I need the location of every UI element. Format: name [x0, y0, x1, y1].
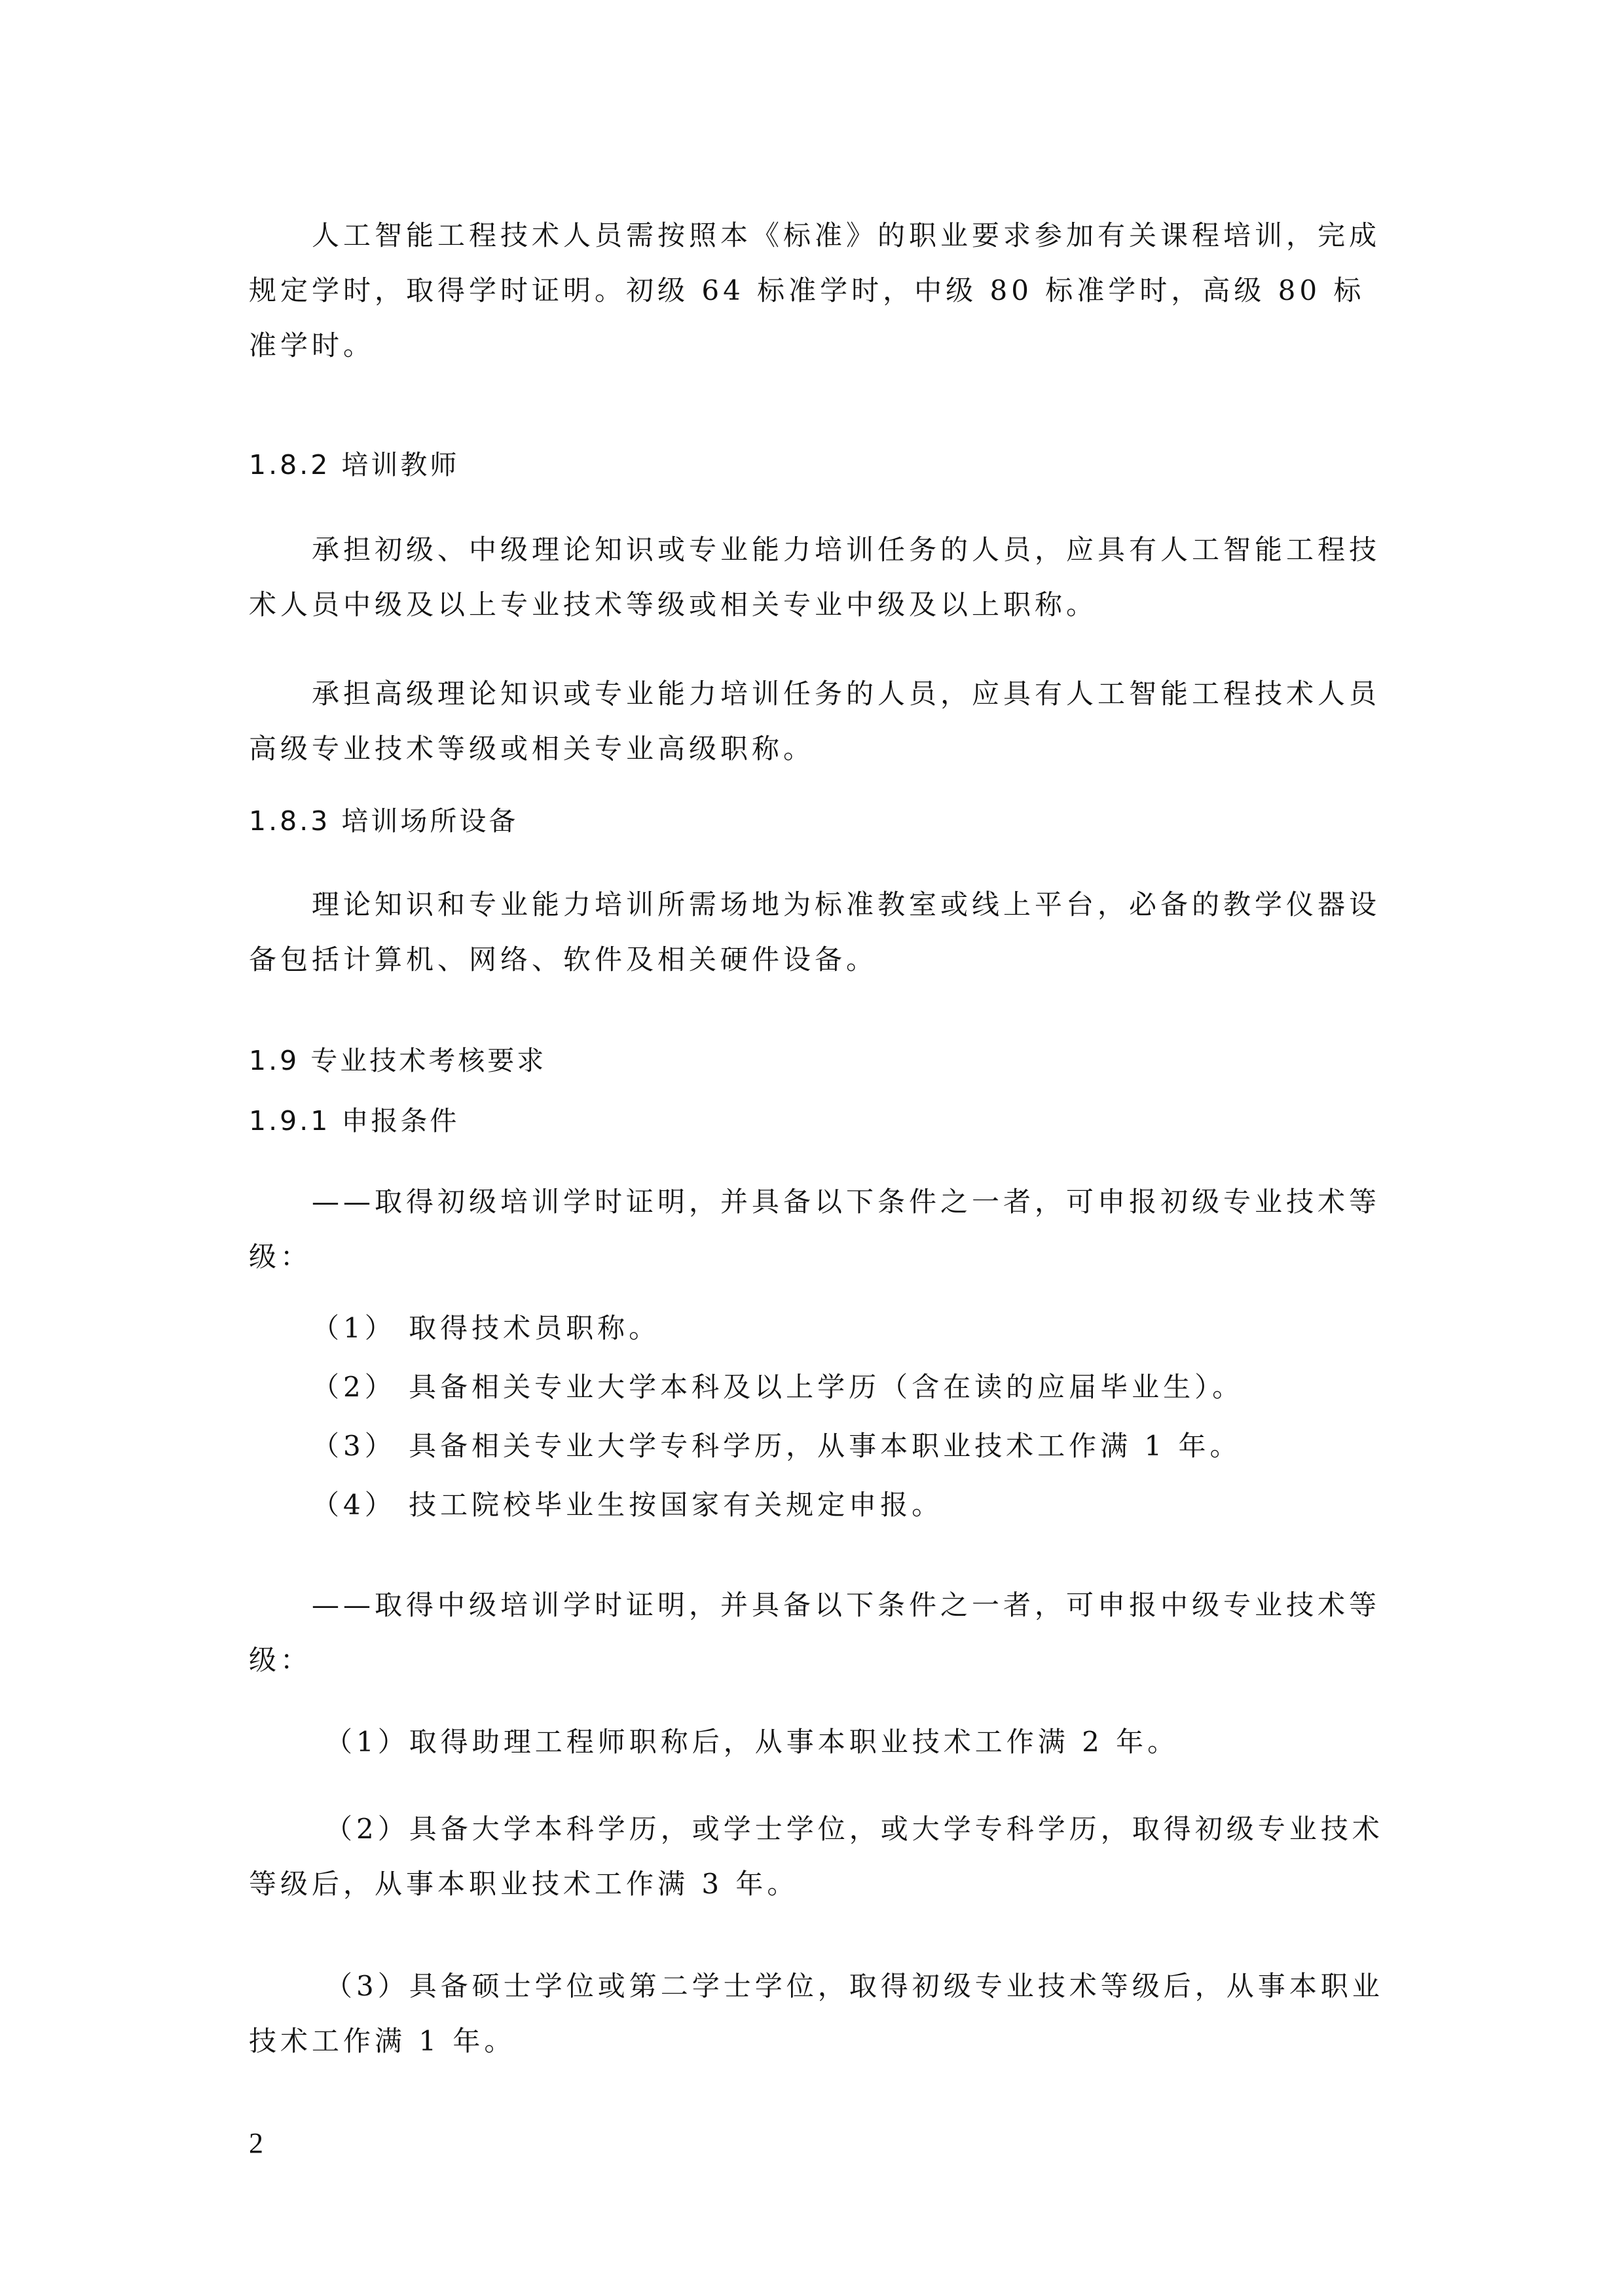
heading-1-9-1: 1.9.1 申报条件 — [249, 1105, 460, 1137]
junior-condition-4: （4） 技工院校毕业生按国家有关规定申报。 — [312, 1489, 944, 1521]
junior-condition-3: （3） 具备相关专业大学专科学历，从事本职业技术工作满 1 年。 — [312, 1430, 1242, 1462]
paragraph-mid-conditions: ——取得中级培训学时证明，并具备以下条件之一者，可申报中级专业技术等级： — [249, 1589, 1381, 1676]
paragraph-training-hours: 人工智能工程技术人员需按照本《标准》的职业要求参加有关课程培训，完成规定学时，取得学时证明。初级 64 标准学时，中级 80 标准学时，高级 80 标准学时。 — [249, 219, 1381, 361]
heading-1-9: 1.9 专业技术考核要求 — [249, 1045, 547, 1076]
heading-1-8-2: 1.8.2 培训教师 — [249, 449, 460, 481]
paragraph-venue-equipment: 理论知识和专业能力培训所需场地为标准教室或线上平台，必备的教学仪器设备包括计算机、网络、软件及相关硬件设备。 — [249, 888, 1381, 975]
junior-condition-2: （2） 具备相关专业大学本科及以上学历（含在读的应届毕业生）。 — [312, 1371, 1244, 1403]
heading-1-8-3: 1.8.3 培训场所设备 — [249, 805, 519, 837]
paragraph-junior-conditions: ——取得初级培训学时证明，并具备以下条件之一者，可申报初级专业技术等级： — [249, 1186, 1381, 1273]
paragraph-trainer-junior-mid: 承担初级、中级理论知识或专业能力培训任务的人员，应具有人工智能工程技术人员中级及以上专业技术等级或相关专业中级及以上职称。 — [249, 534, 1381, 621]
mid-condition-2: （2）具备大学本科学历，或学士学位，或大学专科学历，取得初级专业技术等级后，从事本职业技术工作满 3 年。 — [249, 1813, 1384, 1900]
page-number: 2 — [249, 2127, 263, 2159]
paragraph-trainer-senior: 承担高级理论知识或专业能力培训任务的人员，应具有人工智能工程技术人员高级专业技术等级或相关专业高级职称。 — [249, 678, 1381, 765]
junior-condition-1: （1） 取得技术员职称。 — [312, 1312, 661, 1344]
mid-condition-1: （1）取得助理工程师职称后，从事本职业技术工作满 2 年。 — [325, 1726, 1179, 1758]
mid-condition-3: （3）具备硕士学位或第二学士学位，取得初级专业技术等级后，从事本职业技术工作满 1 年。 — [249, 1970, 1384, 2057]
